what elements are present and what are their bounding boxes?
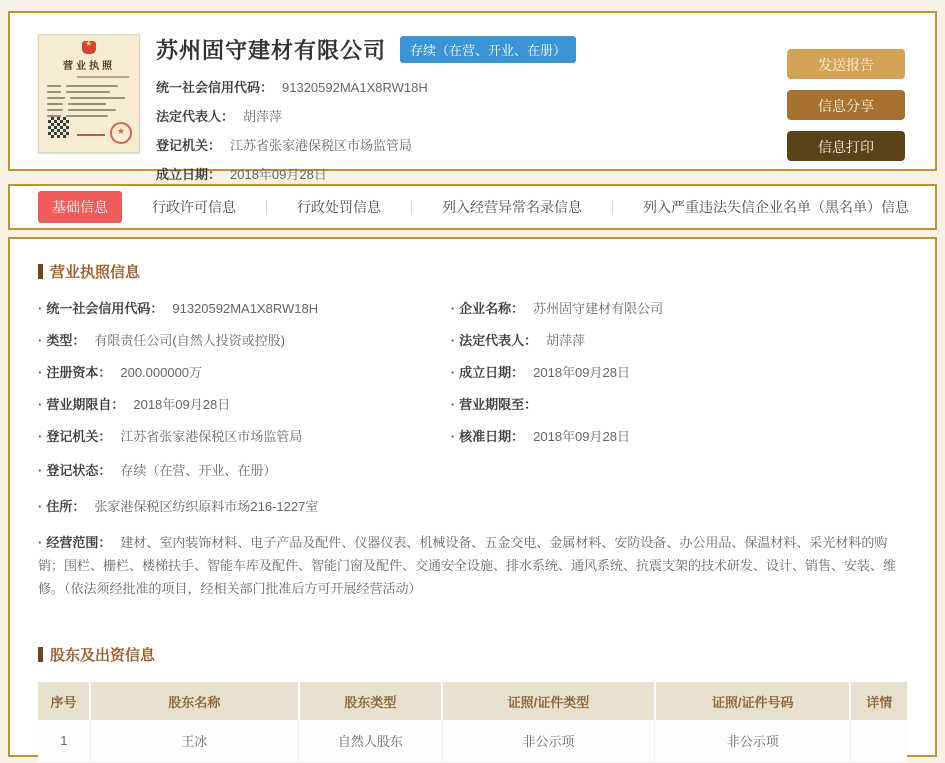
company-header-card xyxy=(8,11,937,182)
info-tabs-bar xyxy=(8,184,937,230)
company-name-title: 苏州固守建材有限公司 xyxy=(156,38,387,63)
field-legal-rep: · 法定代表人： 胡萍萍 xyxy=(450,333,586,348)
table-header-row xyxy=(38,682,907,720)
field-registration-authority: · 登记机关： 江苏省张家港保税区市场监管局 xyxy=(38,429,303,444)
shareholders-section xyxy=(38,644,907,763)
shareholders-table xyxy=(38,682,907,763)
license-info-section-title: 营业执照信息 xyxy=(38,261,907,282)
field-term-to: · 营业期限至： xyxy=(450,397,538,412)
field-address: · 住所： 张家港保税区纺织原料市场216-1227室 xyxy=(38,499,319,514)
header-field-legal-rep: 法定代表人： 胡萍萍 xyxy=(156,109,283,124)
tab-basic-info[interactable]: 基础信息 xyxy=(38,191,122,223)
cell-index: 1 xyxy=(38,720,90,762)
registration-status-badge: 存续（在营、开业、在册） xyxy=(400,36,576,63)
col-header-shareholder-type: 股东类型 xyxy=(299,682,442,720)
national-emblem-icon xyxy=(82,41,96,54)
field-approval-date: · 核准日期： 2018年09月28日 xyxy=(450,429,630,444)
shareholders-section-title: 股东及出资信息 xyxy=(38,644,907,665)
send-report-button[interactable]: 发送报告 xyxy=(787,49,905,79)
field-company-type: · 类型： 有限责任公司(自然人投资或控股) xyxy=(38,333,286,348)
field-registration-status: · 登记状态： 存续（在营、开业、在册） xyxy=(38,463,277,478)
tab-blacklist[interactable]: 列入严重违法失信企业名单（黑名单）信息 xyxy=(643,199,909,215)
header-field-registration-authority: 登记机关： 江苏省张家港保税区市场监管局 xyxy=(156,138,413,153)
field-registered-capital: · 注册资本： 200.000000万 xyxy=(38,365,203,380)
share-info-button[interactable]: 信息分享 xyxy=(787,90,905,120)
cell-detail xyxy=(850,720,907,762)
col-header-shareholder-name: 股东名称 xyxy=(90,682,299,720)
field-business-scope: · 经营范围： 建材、室内装饰材料、电子产品及配件、仪器仪表、机械设备、五金交电、金属材料、安防设备、办公用品、保温材料、采光材料的购销；围栏、栅栏、楼梯扶手、智能车库及配件、智能门窗及配件、交通安全设施、排水系统、通风系统、抗震支架的技术研发、设计、销售、安装、维修。（依法须经批准的项目，经相关部门批准后方可开展经营活动） xyxy=(38,535,897,596)
cell-certificate-type: 非公示项 xyxy=(442,720,655,762)
col-header-detail: 详情 xyxy=(850,682,907,720)
basic-info-content xyxy=(8,237,937,757)
print-info-button[interactable]: 信息打印 xyxy=(787,131,905,161)
field-establish-date: · 成立日期： 2018年09月28日 xyxy=(450,365,630,380)
section-marker-icon xyxy=(38,647,43,662)
license-thumb-title: 营业执照 xyxy=(63,61,115,72)
license-info-fields xyxy=(38,299,907,600)
field-credit-code: · 统一社会信用代码： 91320592MA1X8RW18H xyxy=(38,301,319,316)
cell-certificate-number: 非公示项 xyxy=(655,720,851,762)
col-header-index: 序号 xyxy=(38,682,90,720)
tab-administrative-license[interactable]: 行政许可信息 xyxy=(152,199,236,215)
company-summary xyxy=(156,32,787,182)
tab-administrative-penalty[interactable]: 行政处罚信息 xyxy=(297,199,381,215)
col-header-certificate-type: 证照/证件类型 xyxy=(442,682,655,720)
cell-shareholder-type: 自然人股东 xyxy=(299,720,442,762)
header-field-establish-date: 成立日期： 2018年09月28日 xyxy=(156,167,327,182)
header-field-credit-code: 统一社会信用代码： 91320592MA1X8RW18H xyxy=(156,80,428,95)
field-term-from: · 营业期限自： 2018年09月28日 xyxy=(38,397,231,412)
table-row xyxy=(38,720,907,762)
col-header-certificate-number: 证照/证件号码 xyxy=(655,682,851,720)
header-action-buttons xyxy=(787,49,905,169)
business-license-thumbnail-image xyxy=(38,34,140,153)
tab-abnormal-operation-list[interactable]: 列入经营异常名录信息 xyxy=(442,199,582,215)
license-qr-code xyxy=(48,117,69,138)
section-marker-icon xyxy=(38,264,43,279)
cell-shareholder-name: 王冰 xyxy=(90,720,299,762)
license-red-seal xyxy=(110,122,132,144)
field-company-name: · 企业名称： 苏州固守建材有限公司 xyxy=(450,301,664,316)
